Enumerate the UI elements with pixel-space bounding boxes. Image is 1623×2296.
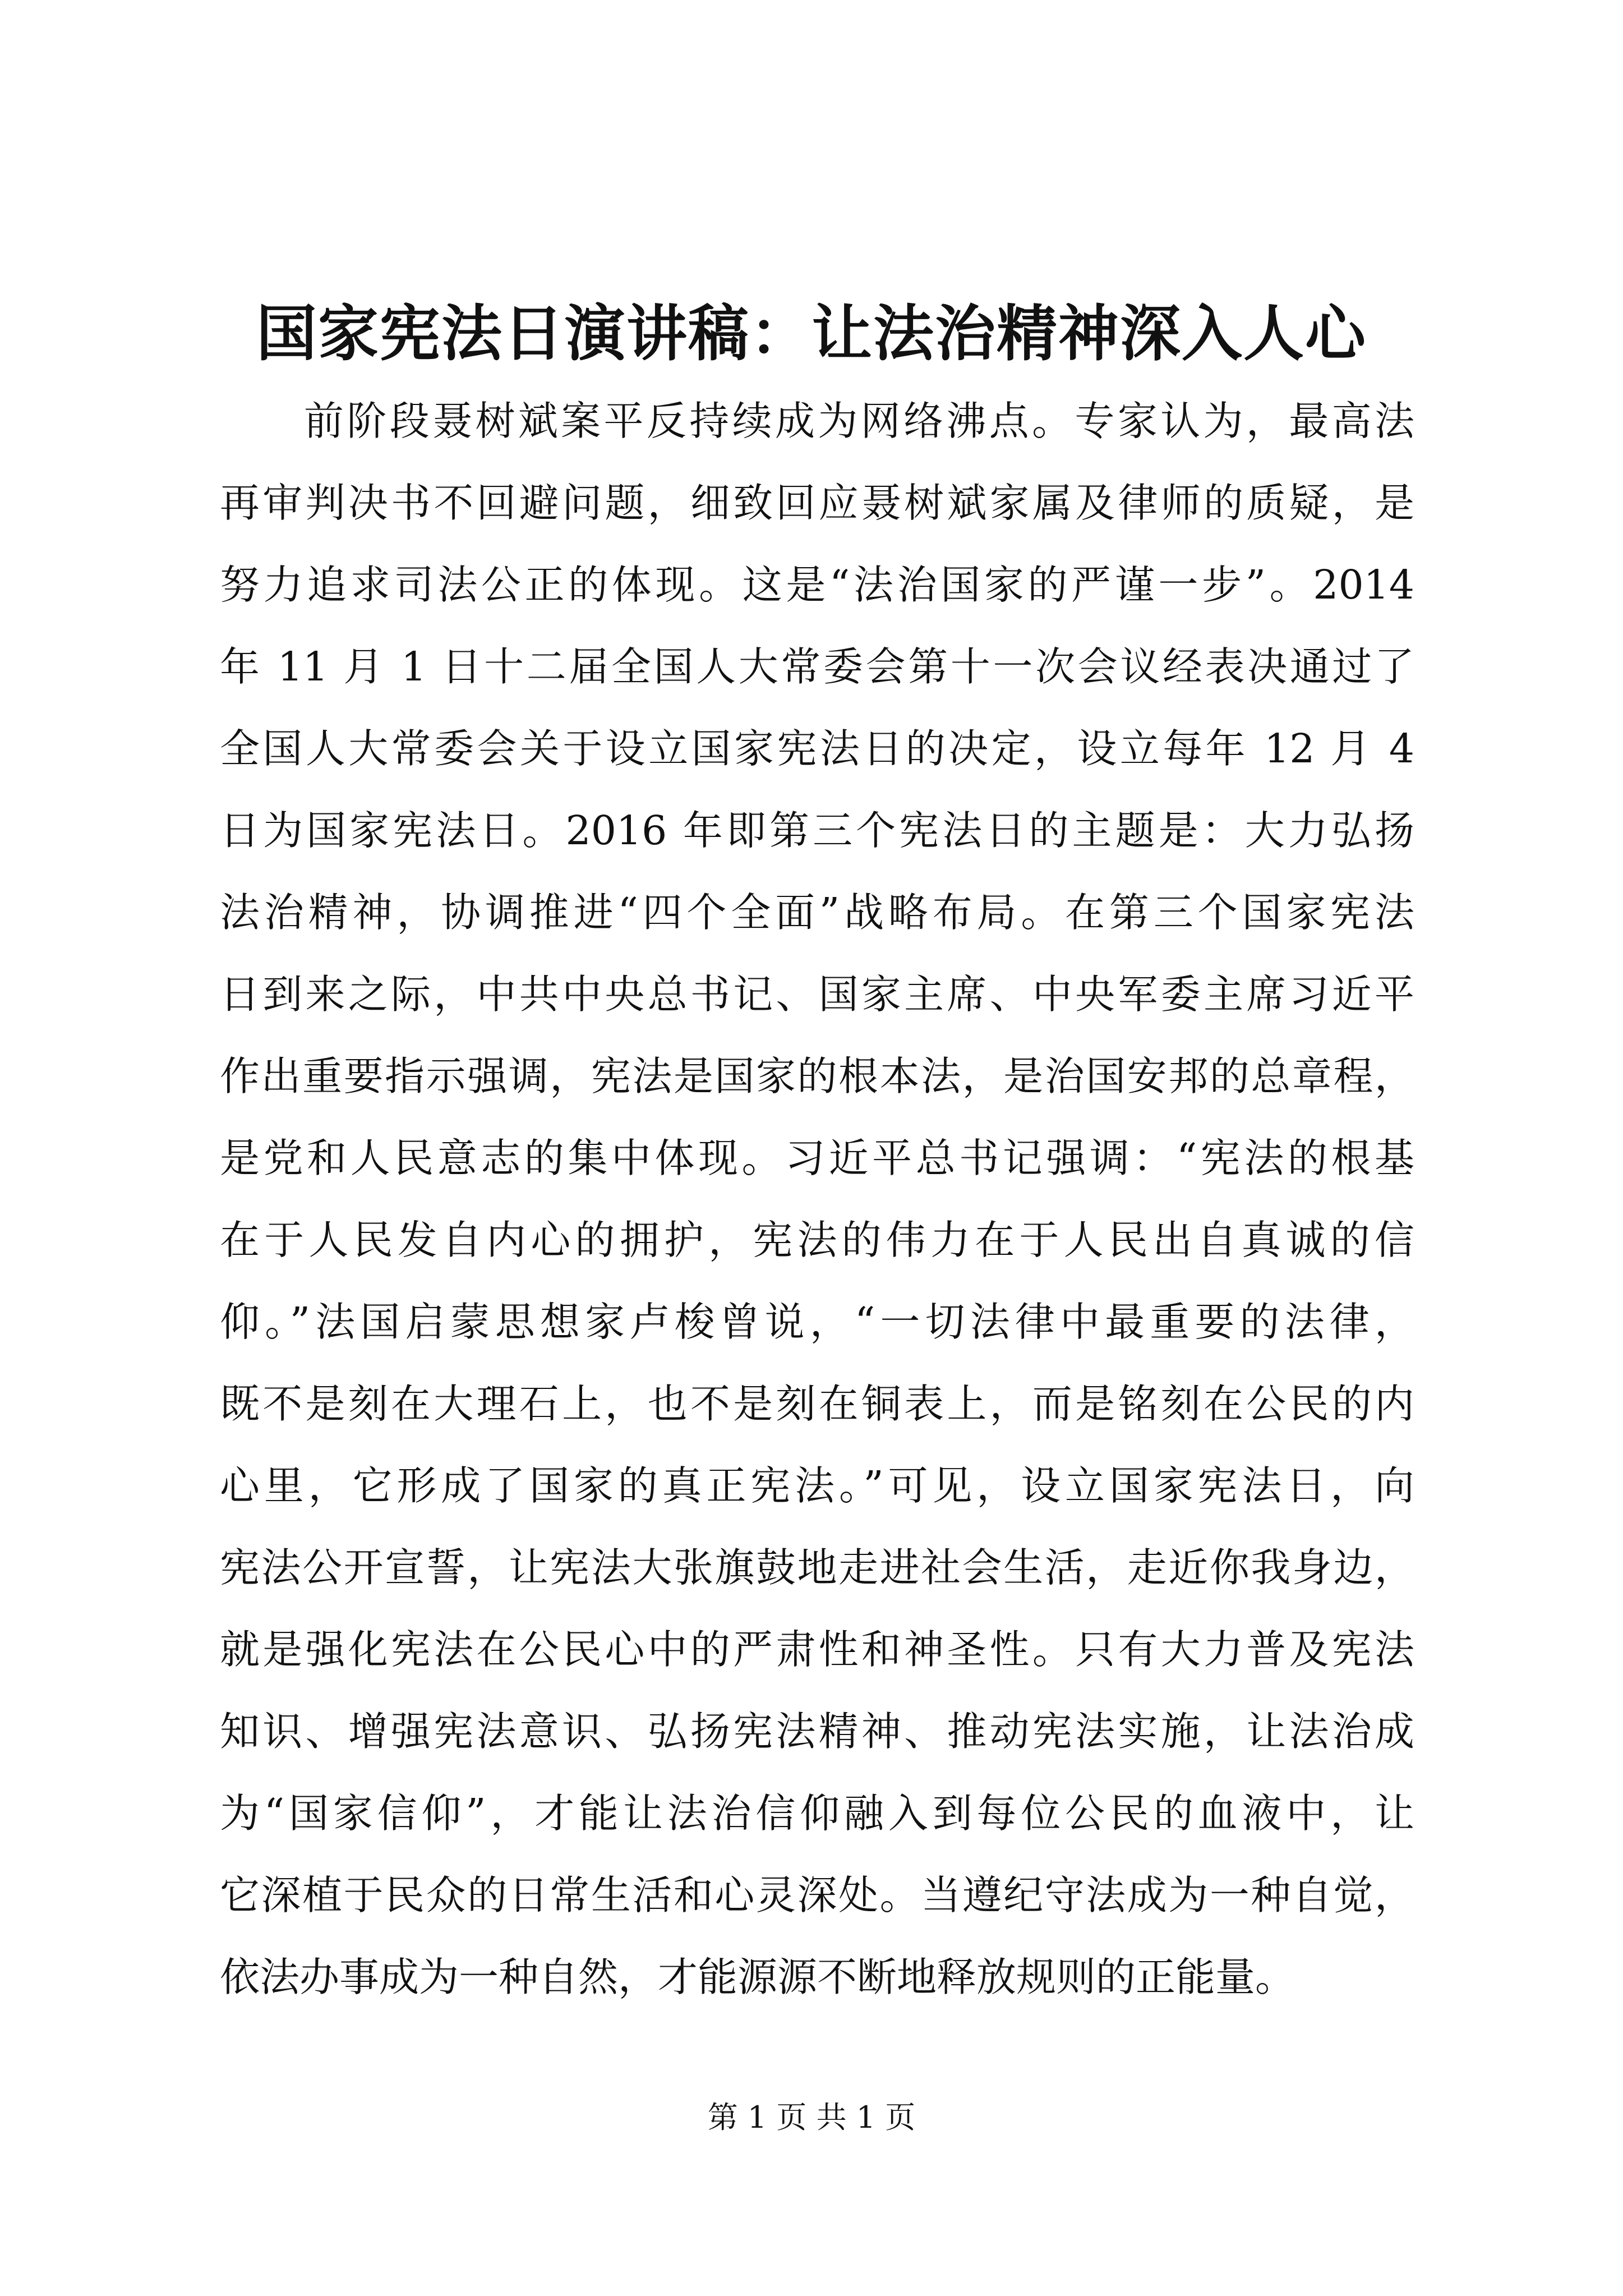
paragraph-line: 既不是刻在大理石上，也不是刻在铜表上，而是铭刻在公民的内 bbox=[220, 1381, 1414, 1427]
document-title: 国家宪法日演讲稿：让法治精神深入人心 bbox=[256, 298, 1367, 369]
paragraph-line: 前阶段聂树斌案平反持续成为网络沸点。专家认为，最高法 bbox=[304, 398, 1414, 444]
paragraph-line: 宪法公开宣誓，让宪法大张旗鼓地走进社会生活，走近你我身边， bbox=[220, 1544, 1414, 1591]
paragraph-line: 年 11 月 1 日十二届全国人大常委会第十一次会议经表决通过了 bbox=[220, 643, 1414, 690]
paragraph-line: 努力追求司法公正的体现。这是“法治国家的严谨一步”。2014 bbox=[220, 562, 1414, 608]
page-footer: 第 1 页 共 1 页 bbox=[707, 2100, 916, 2135]
paragraph-line: 为“国家信仰”，才能让法治信仰融入到每位公民的血液中，让 bbox=[220, 1790, 1414, 1837]
paragraph-line: 全国人大常委会关于设立国家宪法日的决定，设立每年 12 月 4 bbox=[220, 725, 1414, 772]
paragraph-line: 知识、增强宪法意识、弘扬宪法精神、推动宪法实施，让法治成 bbox=[220, 1708, 1414, 1755]
paragraph-line: 就是强化宪法在公民心中的严肃性和神圣性。只有大力普及宪法 bbox=[220, 1626, 1414, 1673]
paragraph-line: 仰。”法国启蒙思想家卢梭曾说，“一切法律中最重要的法律， bbox=[220, 1299, 1414, 1345]
paragraph-line: 法治精神，协调推进“四个全面”战略布局。在第三个国家宪法 bbox=[220, 889, 1414, 936]
paragraph-line: 再审判决书不回避问题，细致回应聂树斌家属及律师的质疑，是 bbox=[220, 480, 1414, 526]
paragraph-line: 它深植于民众的日常生活和心灵深处。当遵纪守法成为一种自觉， bbox=[220, 1872, 1414, 1918]
paragraph-line: 日到来之际，中共中央总书记、国家主席、中央军委主席习近平 bbox=[220, 971, 1414, 1018]
paragraph-line: 在于人民发自内心的拥护，宪法的伟力在于人民出自真诚的信 bbox=[220, 1217, 1414, 1263]
paragraph-line: 作出重要指示强调，宪法是国家的根本法，是治国安邦的总章程， bbox=[220, 1053, 1414, 1099]
paragraph-line: 心里，它形成了国家的真正宪法。”可见，设立国家宪法日，向 bbox=[220, 1462, 1414, 1509]
paragraph-line: 依法办事成为一种自然，才能源源不断地释放规则的正能量。 bbox=[220, 1954, 1295, 2000]
paragraph-line: 日为国家宪法日。2016 年即第三个宪法日的主题是：大力弘扬 bbox=[220, 807, 1414, 854]
paragraph-line: 是党和人民意志的集中体现。习近平总书记强调：“宪法的根基 bbox=[220, 1135, 1414, 1181]
body-paragraph bbox=[220, 380, 1414, 2018]
